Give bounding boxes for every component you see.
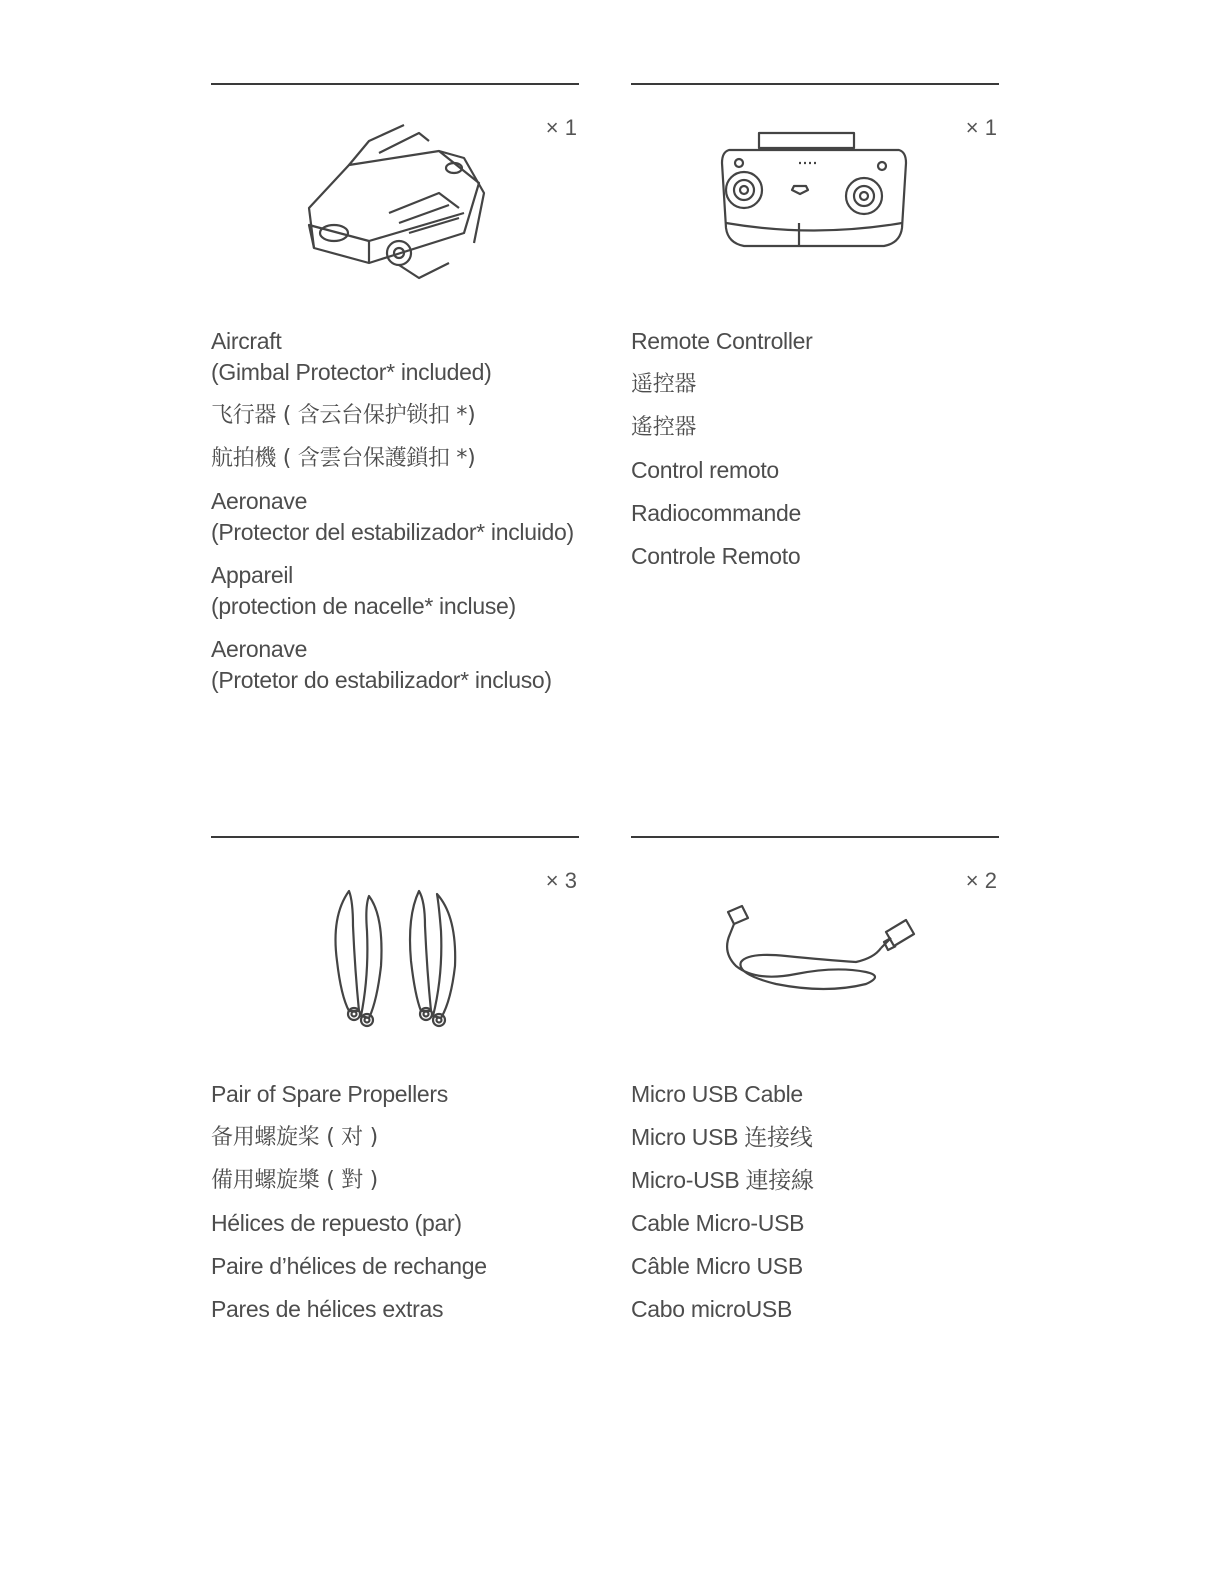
label-pt: Cabo microUSB xyxy=(631,1296,792,1322)
usb-cable-icon xyxy=(716,904,916,1004)
label-en: Remote Controller xyxy=(631,328,813,354)
label-en: Micro USB Cable xyxy=(631,1081,803,1107)
label-es-line2: (Protector del estabilizador* incluido) xyxy=(211,519,574,545)
label-pt-line2: (Protetor do estabilizador* incluso) xyxy=(211,667,552,693)
divider xyxy=(211,836,579,838)
label-pt: Pares de hélices extras xyxy=(211,1296,444,1322)
label-en-line1: Aircraft xyxy=(211,328,282,354)
quantity-label: × 1 xyxy=(545,115,577,140)
label-es: Hélices de repuesto (par) xyxy=(211,1210,462,1236)
quantity-label: × 1 xyxy=(965,115,997,140)
remote-controller-icon xyxy=(714,128,914,258)
label-pt-line1: Aeronave xyxy=(211,636,308,662)
label-es: Cable Micro-USB xyxy=(631,1210,805,1236)
propellers-icon xyxy=(329,886,469,1036)
label-zh-cn: 备用螺旋桨 ( 对 ) xyxy=(211,1125,378,1150)
label-fr-line1: Appareil xyxy=(211,562,293,588)
label-en-line2: (Gimbal Protector* included) xyxy=(211,359,492,385)
label-zh-tw: Micro-USB 連接線 xyxy=(631,1167,814,1193)
label-list xyxy=(211,1079,611,1325)
label-zh-tw: 遙控器 xyxy=(631,415,697,440)
quantity-label: × 2 xyxy=(965,868,997,893)
label-es: Control remoto xyxy=(631,457,779,483)
quantity-label: × 3 xyxy=(545,868,577,893)
label-es-line1: Aeronave xyxy=(211,488,308,514)
divider xyxy=(631,83,999,85)
label-zh-cn: 遥控器 xyxy=(631,372,697,397)
divider xyxy=(631,836,999,838)
label-zh-cn: Micro USB 连接线 xyxy=(631,1124,813,1150)
label-zh-tw: 航拍機 ( 含雲台保護鎖扣 *) xyxy=(211,446,476,471)
label-en: Pair of Spare Propellers xyxy=(211,1081,448,1107)
label-zh-tw: 備用螺旋槳 ( 對 ) xyxy=(211,1168,378,1193)
label-pt: Controle Remoto xyxy=(631,543,801,569)
aircraft-icon xyxy=(289,113,499,288)
label-fr: Câble Micro USB xyxy=(631,1253,803,1279)
label-list xyxy=(631,1079,1031,1325)
label-fr: Paire d’hélices de rechange xyxy=(211,1253,487,1279)
label-fr-line2: (protection de nacelle* incluse) xyxy=(211,593,516,619)
label-fr: Radiocommande xyxy=(631,500,801,526)
label-list xyxy=(631,326,1031,572)
label-list xyxy=(211,326,611,696)
divider xyxy=(211,83,579,85)
label-zh-cn: 飞行器 ( 含云台保护锁扣 *) xyxy=(211,403,476,428)
